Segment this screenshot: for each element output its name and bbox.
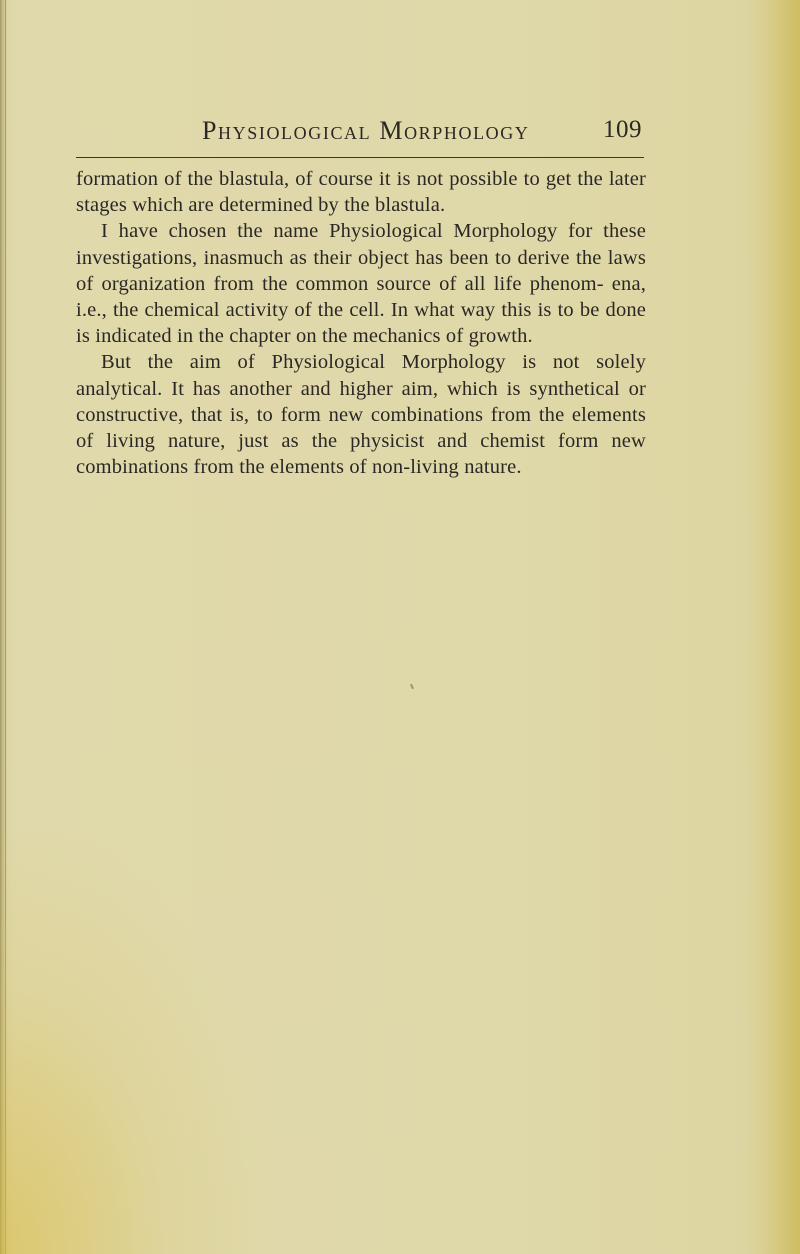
body-text (76, 166, 646, 480)
paragraph-2: I have chosen the name Physiological Morphology for these investigations, inasmuch as their object has been to derive the laws of organization from the common source of all life phenom- ena, i.e., the chemical activity of the cell. In what way this is to be done is indicated in the chapter on the mechanics of growth. (76, 220, 646, 348)
page-discoloration (0, 834, 260, 1254)
running-head (76, 116, 644, 158)
running-head-title: Physiological Morphology (202, 116, 530, 145)
page-edge-tint (760, 0, 800, 1254)
page-number: 109 (603, 116, 642, 143)
paragraph-3: But the aim of Physiological Morphology is not solely analytical. It has another and higher aim, which is synthetical or constructive, that is, to form new combinations from the elements of living nature, just as the physicist and chemist form new combinations from the elements of non-living nature. (76, 351, 646, 479)
paragraph-1: formation of the blastula, of course it is not possible to get the later stages which are determined by the blastula. (76, 168, 646, 217)
paper-speck (410, 684, 414, 689)
